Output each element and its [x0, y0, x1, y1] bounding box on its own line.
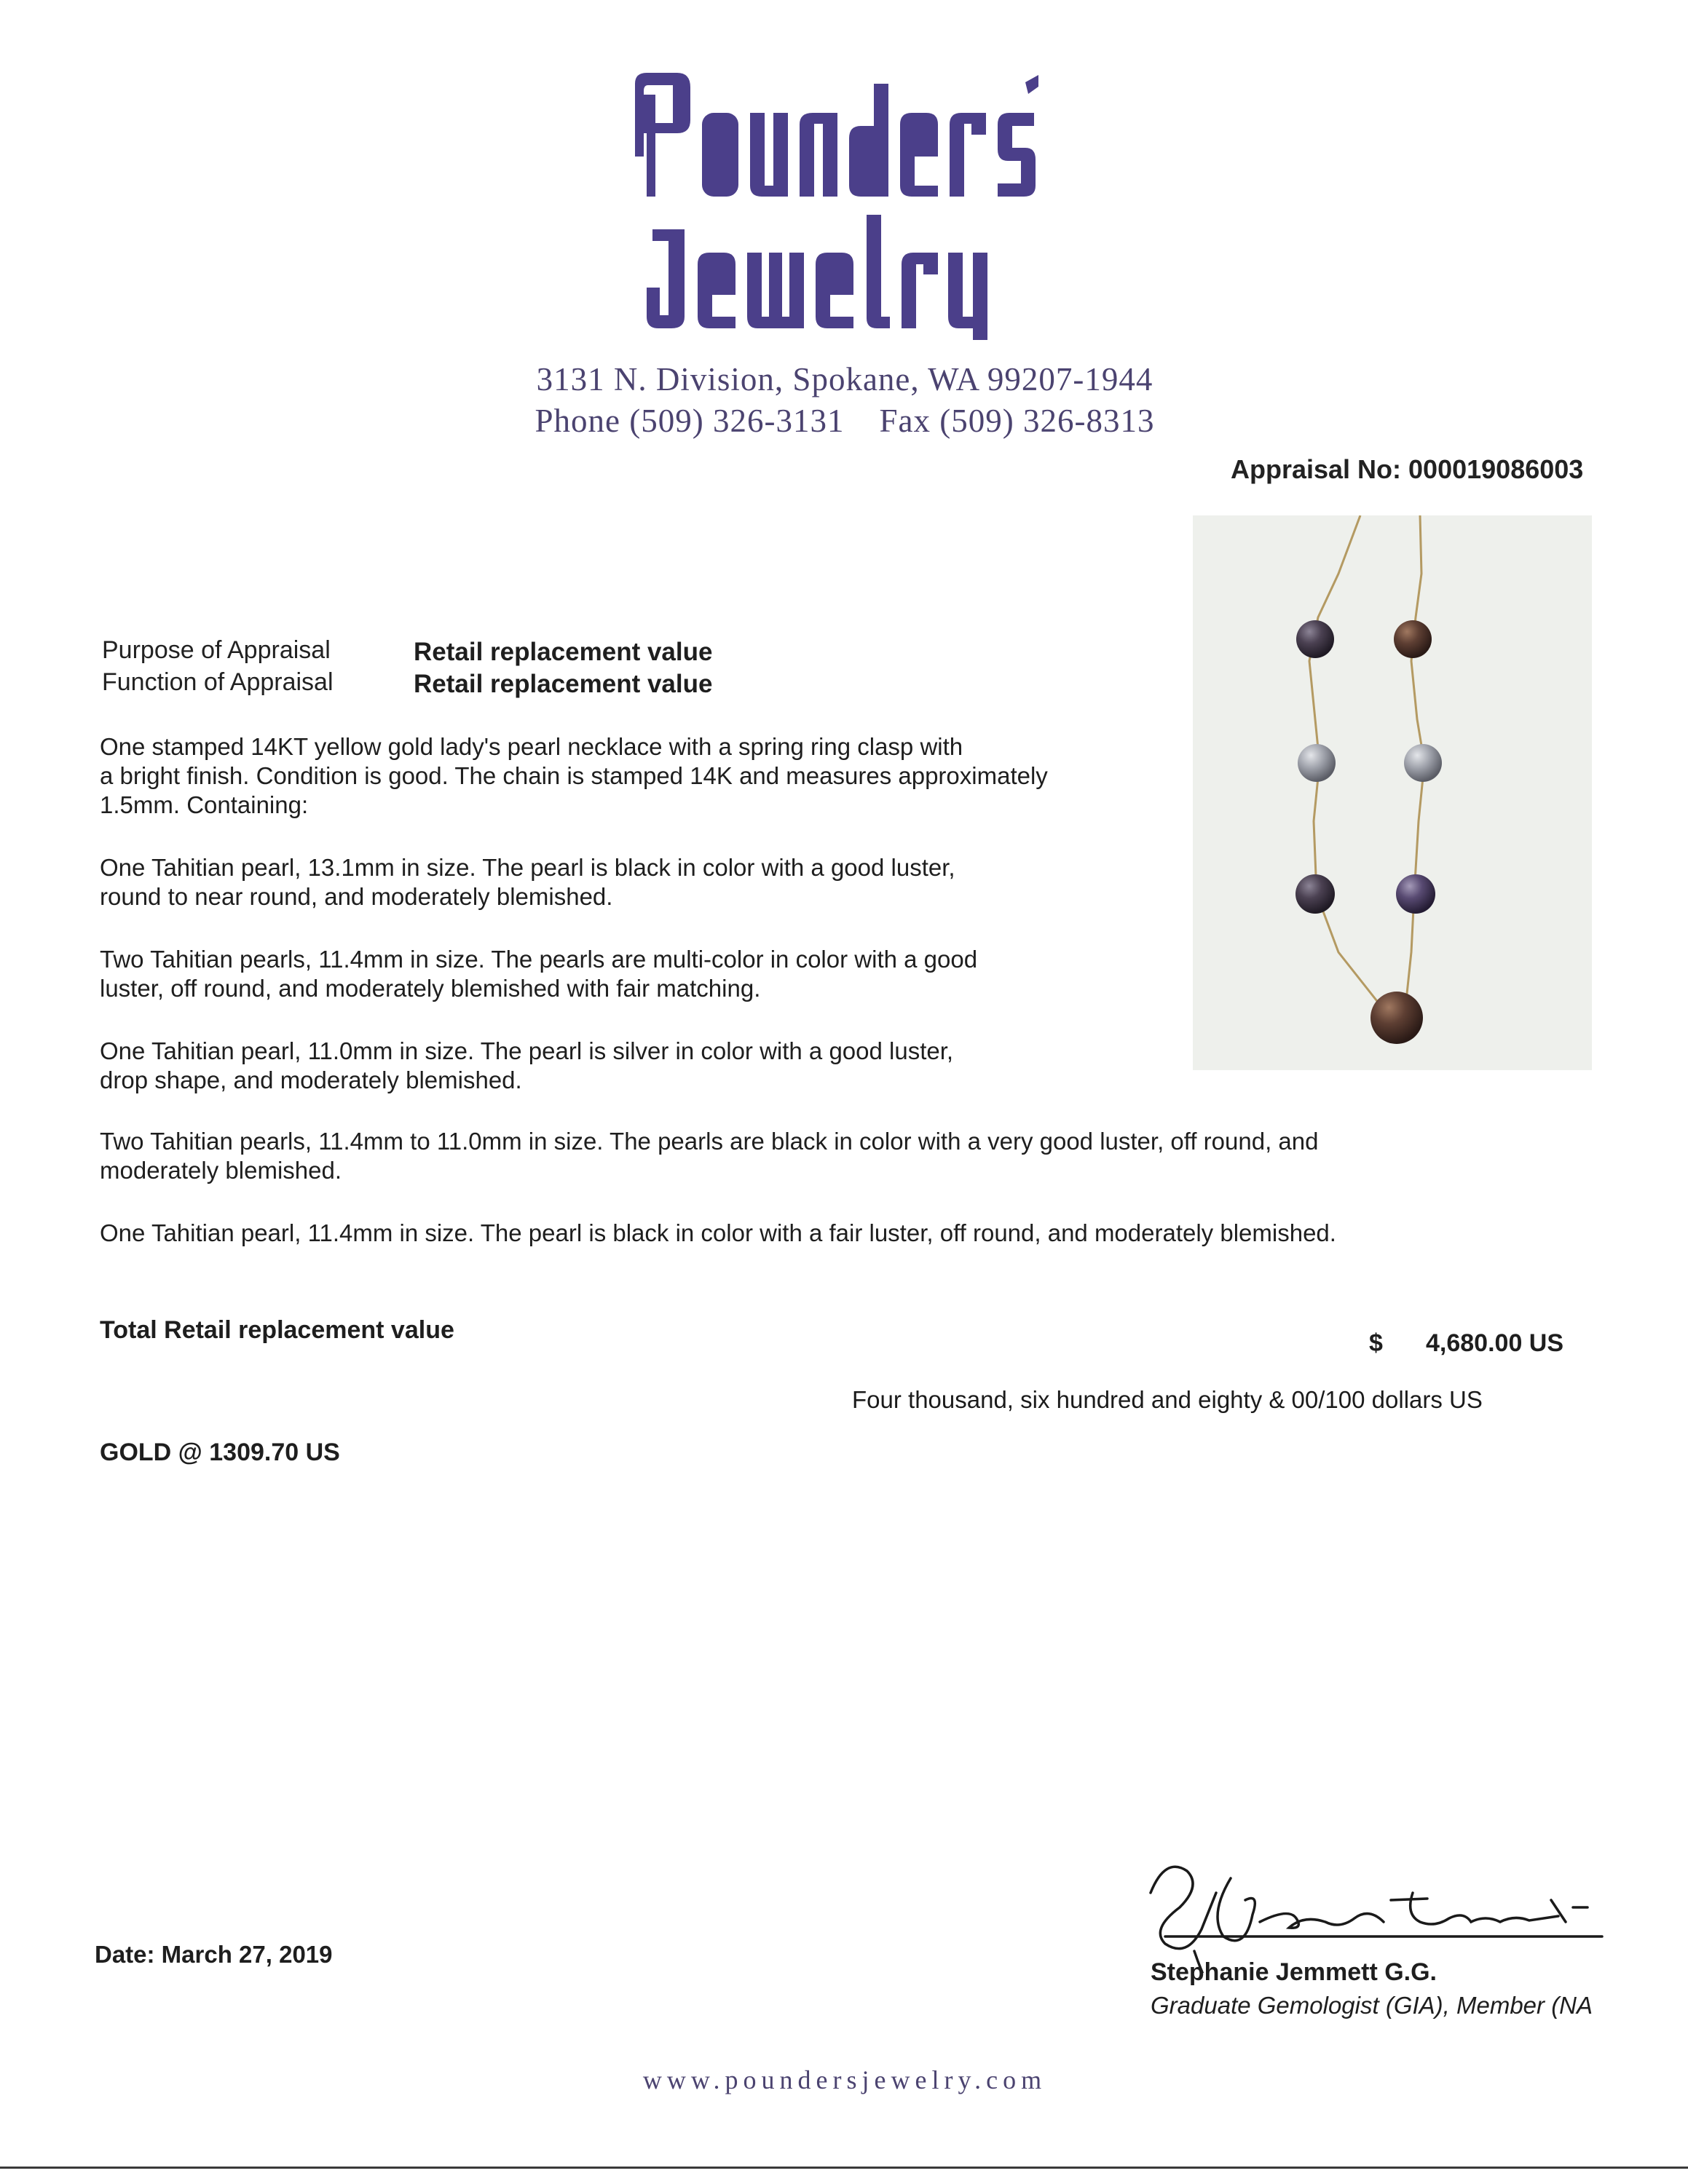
- pearl-item-line: One Tahitian pearl, 13.1mm in size. The pearl is black in color with a good luster,: [100, 854, 955, 881]
- item-description: [100, 732, 1192, 820]
- company-contact: [466, 402, 1223, 440]
- total-in-words: Four thousand, six hundred and eighty & 00/100 dollars US: [852, 1386, 1483, 1413]
- pearl-item-line: round to near round, and moderately blemished.: [100, 883, 613, 910]
- pearl: [1370, 992, 1423, 1044]
- description-line: One stamped 14KT yellow gold lady's pearl necklace with a spring ring clasp with: [100, 733, 963, 760]
- company-fax: Fax (509) 326-8313: [879, 403, 1155, 439]
- signature-image: [1121, 1849, 1631, 1973]
- description-line: 1.5mm. Containing:: [100, 791, 309, 818]
- pearl: [1396, 874, 1435, 914]
- appraisal-date: Date: March 27, 2019: [95, 1941, 333, 1968]
- pearl-item-3: [100, 1037, 1192, 1095]
- total-amount: 4,680.00 US: [1426, 1329, 1564, 1357]
- pearl-item-2: [100, 945, 1192, 1003]
- purpose-label: Purpose of Appraisal: [102, 636, 331, 664]
- total-label: Total Retail replacement value: [100, 1316, 454, 1344]
- total-currency: $: [1369, 1329, 1383, 1357]
- pearl-item-line: moderately blemished.: [100, 1157, 342, 1184]
- function-label: Function of Appraisal: [102, 668, 334, 696]
- footer-divider: [0, 2167, 1688, 2169]
- pearl-item-1: [100, 853, 1192, 911]
- pearl-item-4: [100, 1127, 1600, 1185]
- pearl-item-line: Two Tahitian pearls, 11.4mm to 11.0mm in size. The pearls are black in color with a very good luster, off round, and: [100, 1128, 1319, 1155]
- pearl: [1394, 620, 1432, 658]
- pearl: [1296, 620, 1334, 658]
- company-phone: Phone (509) 326-3131: [535, 403, 845, 439]
- pearl-item-line: Two Tahitian pearls, 11.4mm in size. The pearls are multi-color in color with a good: [100, 946, 978, 973]
- pearl: [1298, 744, 1336, 782]
- appraiser-title: Graduate Gemologist (GIA), Member (NA: [1151, 1992, 1593, 2019]
- necklace-photo: [1193, 515, 1592, 1070]
- pearl: [1404, 744, 1442, 782]
- pearl-item-line: One Tahitian pearl, 11.0mm in size. The pearl is silver in color with a good luster,: [100, 1037, 954, 1064]
- purpose-value: Retail replacement value: [414, 638, 713, 666]
- gold-price: GOLD @ 1309.70 US: [100, 1439, 340, 1466]
- website-url[interactable]: www.poundersjewelry.com: [642, 2065, 1047, 2094]
- appraiser-name: Stephanie Jemmett G.G.: [1151, 1958, 1437, 1986]
- appraisal-number: Appraisal No: 000019086003: [1231, 454, 1584, 484]
- pearl: [1295, 874, 1335, 914]
- company-logo: [626, 69, 1078, 346]
- pearl-item-line: One Tahitian pearl, 11.4mm in size. The pearl is black in color with a fair luster, off round, and moderately blemished.: [100, 1219, 1336, 1246]
- pearl-item-line: drop shape, and moderately blemished.: [100, 1067, 522, 1093]
- pearl-item-5: [100, 1219, 1600, 1248]
- description-line: a bright finish. Condition is good. The chain is stamped 14K and measures approximately: [100, 762, 1048, 789]
- function-value: Retail replacement value: [414, 670, 713, 698]
- company-address: 3131 N. Division, Spokane, WA 99207-1944: [536, 361, 1153, 397]
- pearl-item-line: luster, off round, and moderately blemished with fair matching.: [100, 975, 761, 1002]
